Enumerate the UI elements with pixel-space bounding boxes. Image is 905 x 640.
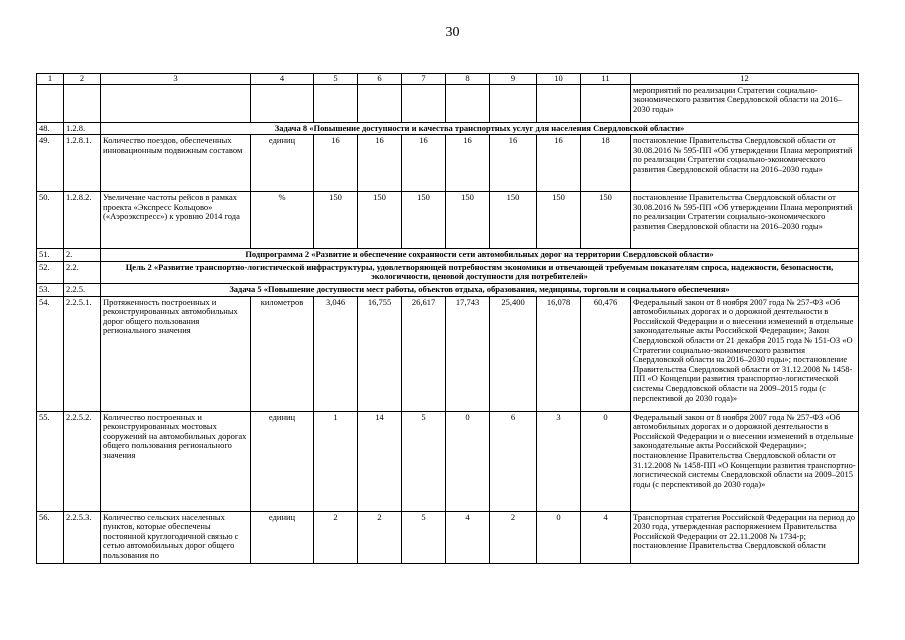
table-row (37, 192, 859, 249)
indicator-name: Количество поездов, обеспеченных инновационным подвижным составом (101, 135, 251, 192)
legal-source: постановление Правительства Свердловской области от 30.08.2016 № 595-ПП «Об утверждении Плана мероприятий по реализации Стратегии социально-экономического развития Свердловской области на 2016–2030 годы» (631, 192, 859, 249)
value-cell: 150 (537, 192, 581, 249)
unit: % (251, 192, 314, 249)
row-number: 50. (37, 192, 64, 249)
value-cell: 2 (314, 511, 358, 563)
value-cell: 18 (581, 135, 631, 192)
value-cell: 16 (446, 135, 490, 192)
table-row (37, 511, 859, 563)
table-row (37, 296, 859, 411)
indicator-code: 2.2. (64, 261, 101, 283)
row-number: 56. (37, 511, 64, 563)
table-row (37, 411, 859, 511)
indicator-code: 2.2.5.3. (64, 511, 101, 563)
col-number: 11 (581, 74, 631, 85)
legal-source: Транспортная стратегия Российской Федерации на период до 2030 года, утвержденная распоряжением Правительства Российской Федерации от 22.11.2008 № 1734-р; постановление Правительства Свердловской области (631, 511, 859, 563)
indicator-code: 1.2.8.2. (64, 192, 101, 249)
value-cell: 5 (402, 511, 446, 563)
value-cell: 17,743 (446, 296, 490, 411)
value-cell: 60,476 (581, 296, 631, 411)
value-cell: 16 (314, 135, 358, 192)
indicators-table (36, 73, 859, 564)
value-cell: 150 (358, 192, 402, 249)
indicator-name: Количество построенных и реконструированных мостовых сооружений на автомобильных дорогах общего пользования регионального значения (101, 411, 251, 511)
col-number: 9 (490, 74, 537, 85)
indicator-code: 2.2.5. (64, 283, 101, 296)
table-row (37, 122, 859, 135)
legal-source: постановление Правительства Свердловской области от 30.08.2016 № 595-ПП «Об утверждении Плана мероприятий по реализации Стратегии социально-экономического развития Свердловской области на 2016–2030 годы» (631, 135, 859, 192)
value-cell: 150 (314, 192, 358, 249)
table-row (37, 261, 859, 283)
value-cell: 150 (490, 192, 537, 249)
col-number: 3 (101, 74, 251, 85)
table-row (37, 249, 859, 262)
row-number: 55. (37, 411, 64, 511)
unit: единиц (251, 411, 314, 511)
value-cell: 0 (446, 411, 490, 511)
col-number: 1 (37, 74, 64, 85)
value-cell: 16,755 (358, 296, 402, 411)
indicator-code: 2.2.5.1. (64, 296, 101, 411)
page-number: 30 (445, 25, 460, 40)
task-heading: Задача 5 «Повышение доступности мест работы, объектов отдыха, образования, медицины, торговли и социального обеспечения» (101, 283, 859, 296)
task-heading: Задача 8 «Повышение доступности и качества транспортных услуг для населения Свердловской области» (101, 122, 859, 135)
value-cell: 0 (537, 511, 581, 563)
unit: единиц (251, 135, 314, 192)
value-cell: 150 (581, 192, 631, 249)
goal-heading: Цель 2 «Развитие транспортно-логистической инфраструктуры, удовлетворяющей потребностям экономики и отвечающей требуемым показателям спроса, надежности, безопасности, экологичности, ценовой доступности для потребителей» (101, 261, 859, 283)
row-number: 52. (37, 261, 64, 283)
col-number: 2 (64, 74, 101, 85)
column-numbers-row (37, 74, 859, 85)
indicator-name: Протяженность построенных и реконструированных автомобильных дорог общего пользования регионального значения (101, 296, 251, 411)
value-cell: 16 (358, 135, 402, 192)
col-number: 4 (251, 74, 314, 85)
indicator-code: 2. (64, 249, 101, 262)
value-cell: 16 (490, 135, 537, 192)
value-cell: 16 (402, 135, 446, 192)
value-cell: 2 (358, 511, 402, 563)
indicator-name: Количество сельских населенных пунктов, которые обеспечены постоянной круглогодичной связью с сетью автомобильных дорог общего пользования по (101, 511, 251, 563)
value-cell: 1 (314, 411, 358, 511)
indicator-name: Увеличение частоты рейсов в рамках проекта «Экспресс Кольцово» («Аэроэкспресс») к уровню 2014 года (101, 192, 251, 249)
indicator-code: 1.2.8.1. (64, 135, 101, 192)
value-cell: 16 (537, 135, 581, 192)
value-cell: 0 (581, 411, 631, 511)
col-number: 10 (537, 74, 581, 85)
col-number: 7 (402, 74, 446, 85)
unit: единиц (251, 511, 314, 563)
table-row (37, 135, 859, 192)
value-cell: 150 (446, 192, 490, 249)
value-cell: 4 (446, 511, 490, 563)
value-cell: 14 (358, 411, 402, 511)
row-number: 53. (37, 283, 64, 296)
value-cell: 5 (402, 411, 446, 511)
legal-source: Федеральный закон от 8 ноября 2007 года № 257-ФЗ «Об автомобильных дорогах и о дорожной деятельности в Российской Федерации и о внесении изменений в отдельные законодательные акты Российской Федерации»; постановление Правительства Свердловской области от 31.12.2008 № 1458-ПП «О Концепции развития транспортно-логистической системы Свердловской области на 2009–2015 годы (с перспективой до 2030 года)» (631, 411, 859, 511)
value-cell: 3 (537, 411, 581, 511)
subprogram-heading: Подпрограмма 2 «Развитие и обеспечение сохранности сети автомобильных дорог на территории Свердловской области» (101, 249, 859, 262)
indicator-code: 2.2.5.2. (64, 411, 101, 511)
row-number: 49. (37, 135, 64, 192)
value-cell: 6 (490, 411, 537, 511)
value-cell: 3,046 (314, 296, 358, 411)
value-cell: 16,078 (537, 296, 581, 411)
value-cell: 25,400 (490, 296, 537, 411)
row-number: 48. (37, 122, 64, 135)
col-number: 12 (631, 74, 859, 85)
unit: километров (251, 296, 314, 411)
col-number: 6 (358, 74, 402, 85)
col-number: 8 (446, 74, 490, 85)
table-row (37, 283, 859, 296)
legal-source: мероприятий по реализации Стратегии социально-экономического развития Свердловской области на 2016–2030 годы» (631, 84, 859, 122)
value-cell: 150 (402, 192, 446, 249)
indicator-code: 1.2.8. (64, 122, 101, 135)
value-cell: 26,617 (402, 296, 446, 411)
col-number: 5 (314, 74, 358, 85)
table-row (37, 84, 859, 122)
legal-source: Федеральный закон от 8 ноября 2007 года № 257-ФЗ «Об автомобильных дорогах и о дорожной деятельности в Российской Федерации и о внесении изменений в отдельные законодательные акты Российской Федерации»; Закон Свердловской области от 21 декабря 2015 года № 151-ОЗ «О Стратегии социально-экономического развития Свердловской области на 2016–2030 годы»; постановление Правительства Свердловской области от 31.12.2008 № 1458-ПП «О Концепции развития транспортно-логистической системы Свердловской области на 2009–2015 годы (с перспективой до 2030 года)» (631, 296, 859, 411)
value-cell: 2 (490, 511, 537, 563)
row-number: 54. (37, 296, 64, 411)
value-cell: 4 (581, 511, 631, 563)
row-number: 51. (37, 249, 64, 262)
